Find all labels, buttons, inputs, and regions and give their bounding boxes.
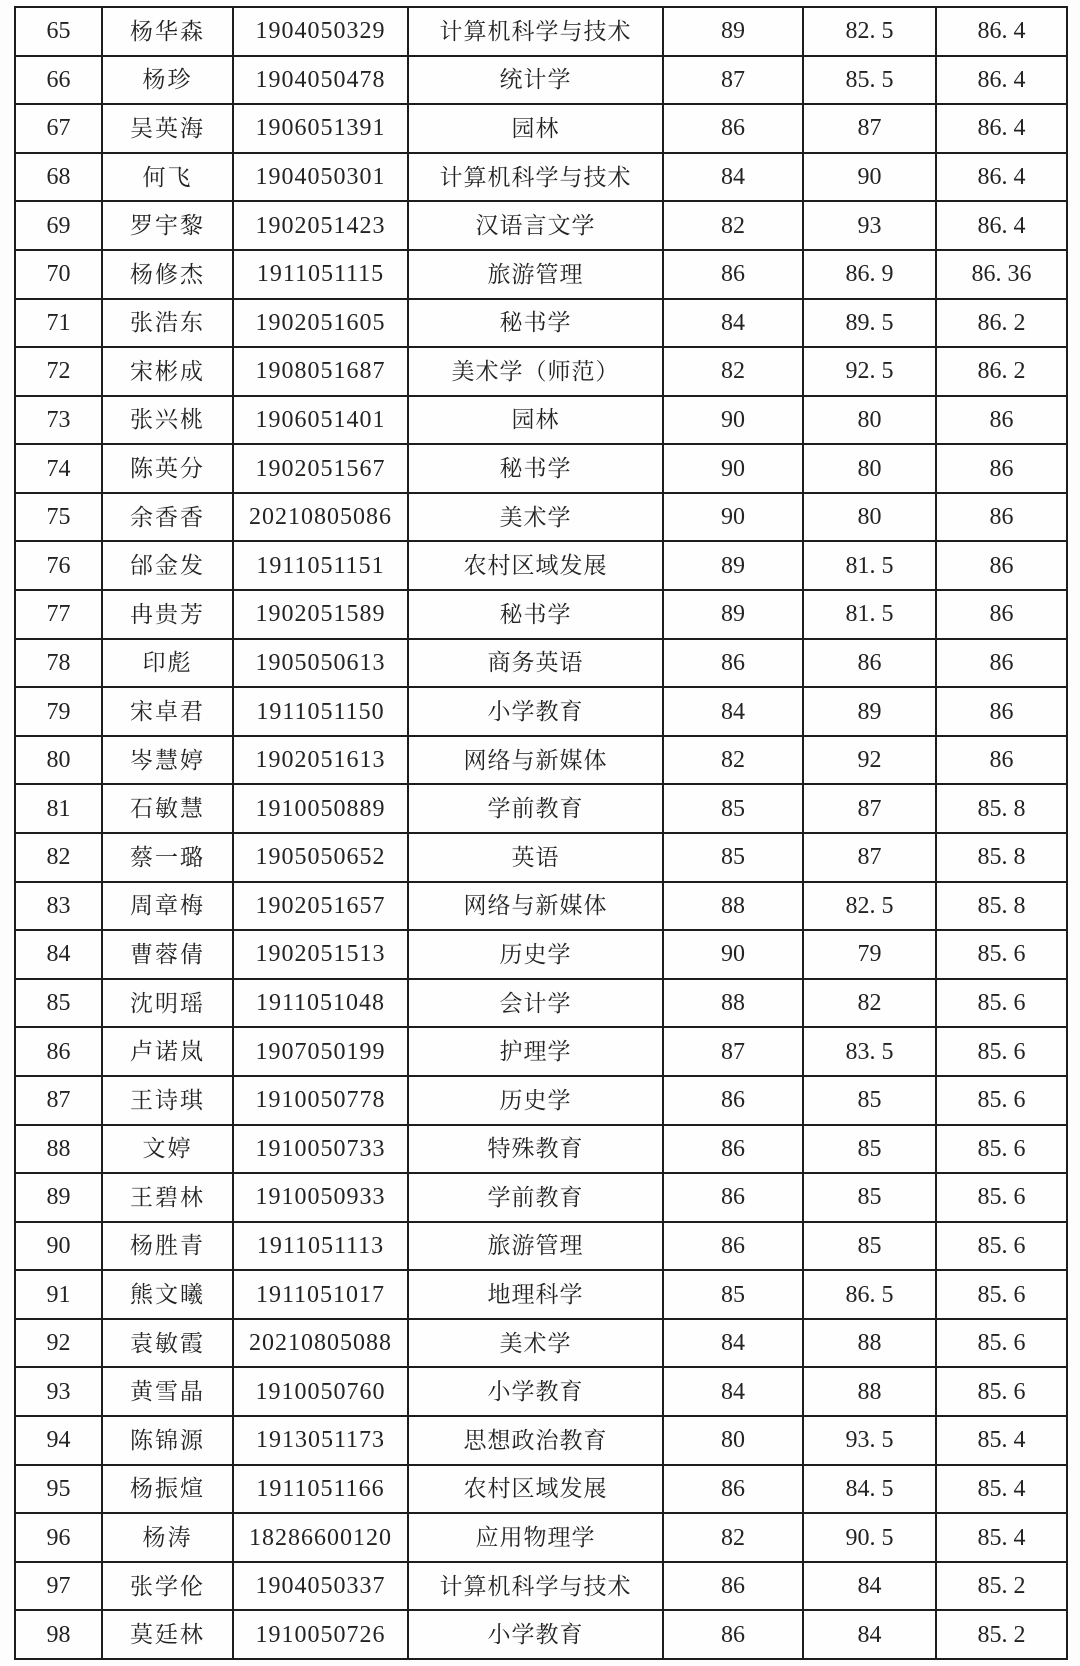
cell-rank: 70 (16, 251, 103, 300)
cell-name: 宋卓君 (103, 688, 234, 737)
cell-major: 秘书学 (409, 445, 664, 494)
cell-score1: 90 (664, 931, 804, 980)
cell-rank: 74 (16, 445, 103, 494)
cell-major: 历史学 (409, 1077, 664, 1126)
cell-score1: 89 (664, 591, 804, 640)
cell-rank: 94 (16, 1417, 103, 1466)
cell-name: 陈英分 (103, 445, 234, 494)
cell-score2: 87 (804, 834, 937, 883)
cell-rank: 69 (16, 202, 103, 251)
cell-name: 袁敏霞 (103, 1320, 234, 1369)
cell-score1: 88 (664, 980, 804, 1029)
cell-score2: 86 (804, 640, 937, 689)
cell-score2: 85 (804, 1126, 937, 1175)
cell-final: 85. 8 (937, 834, 1068, 883)
cell-name: 陈锦源 (103, 1417, 234, 1466)
cell-score1: 84 (664, 1368, 804, 1417)
cell-score2: 93. 5 (804, 1417, 937, 1466)
cell-score2: 82 (804, 980, 937, 1029)
cell-final: 85. 6 (937, 980, 1068, 1029)
cell-final: 85. 4 (937, 1417, 1068, 1466)
cell-final: 85. 6 (937, 1174, 1068, 1223)
cell-final: 86. 4 (937, 154, 1068, 203)
cell-major: 护理学 (409, 1028, 664, 1077)
cell-score1: 87 (664, 57, 804, 106)
cell-final: 86 (937, 737, 1068, 786)
cell-student_id: 1911051151 (234, 542, 409, 591)
cell-score2: 86. 5 (804, 1271, 937, 1320)
cell-final: 85. 6 (937, 1077, 1068, 1126)
cell-score1: 86 (664, 640, 804, 689)
score-table (14, 6, 1068, 1660)
cell-score1: 86 (664, 105, 804, 154)
cell-rank: 72 (16, 348, 103, 397)
cell-major: 计算机科学与技术 (409, 8, 664, 57)
cell-name: 张浩东 (103, 300, 234, 349)
cell-score1: 82 (664, 348, 804, 397)
cell-final: 86. 2 (937, 348, 1068, 397)
cell-name: 杨涛 (103, 1514, 234, 1563)
cell-name: 王碧林 (103, 1174, 234, 1223)
cell-rank: 71 (16, 300, 103, 349)
cell-score1: 84 (664, 688, 804, 737)
cell-student_id: 1911051150 (234, 688, 409, 737)
cell-final: 85. 6 (937, 931, 1068, 980)
cell-final: 86. 2 (937, 300, 1068, 349)
cell-student_id: 1902051513 (234, 931, 409, 980)
cell-score1: 82 (664, 737, 804, 786)
cell-student_id: 1902051613 (234, 737, 409, 786)
cell-name: 杨珍 (103, 57, 234, 106)
cell-final: 86 (937, 445, 1068, 494)
cell-student_id: 1911051115 (234, 251, 409, 300)
cell-score1: 86 (664, 1174, 804, 1223)
cell-score1: 88 (664, 883, 804, 932)
cell-major: 英语 (409, 834, 664, 883)
cell-rank: 89 (16, 1174, 103, 1223)
cell-score1: 85 (664, 834, 804, 883)
cell-score2: 90 (804, 154, 937, 203)
cell-major: 历史学 (409, 931, 664, 980)
cell-score2: 90. 5 (804, 1514, 937, 1563)
cell-score2: 86. 9 (804, 251, 937, 300)
cell-name: 岑慧婷 (103, 737, 234, 786)
cell-rank: 68 (16, 154, 103, 203)
cell-name: 何飞 (103, 154, 234, 203)
cell-student_id: 1905050652 (234, 834, 409, 883)
cell-student_id: 1910050889 (234, 785, 409, 834)
cell-final: 85. 8 (937, 883, 1068, 932)
cell-major: 园林 (409, 397, 664, 446)
cell-major: 应用物理学 (409, 1514, 664, 1563)
cell-rank: 98 (16, 1611, 103, 1660)
cell-major: 统计学 (409, 57, 664, 106)
cell-final: 86 (937, 591, 1068, 640)
cell-name: 蔡一璐 (103, 834, 234, 883)
cell-score1: 89 (664, 8, 804, 57)
cell-score2: 84 (804, 1611, 937, 1660)
cell-student_id: 1904050329 (234, 8, 409, 57)
cell-score2: 88 (804, 1320, 937, 1369)
cell-rank: 65 (16, 8, 103, 57)
cell-name: 王诗琪 (103, 1077, 234, 1126)
cell-major: 计算机科学与技术 (409, 1563, 664, 1612)
cell-score1: 86 (664, 1077, 804, 1126)
cell-score2: 92 (804, 737, 937, 786)
cell-score1: 86 (664, 1466, 804, 1515)
cell-score1: 80 (664, 1417, 804, 1466)
cell-student_id: 1904050478 (234, 57, 409, 106)
cell-score1: 82 (664, 202, 804, 251)
cell-name: 冉贵芳 (103, 591, 234, 640)
cell-rank: 96 (16, 1514, 103, 1563)
cell-score1: 84 (664, 154, 804, 203)
cell-score2: 84 (804, 1563, 937, 1612)
cell-final: 85. 4 (937, 1514, 1068, 1563)
cell-score2: 80 (804, 397, 937, 446)
cell-rank: 77 (16, 591, 103, 640)
cell-major: 旅游管理 (409, 1223, 664, 1272)
cell-student_id: 1910050733 (234, 1126, 409, 1175)
cell-final: 85. 4 (937, 1466, 1068, 1515)
cell-major: 商务英语 (409, 640, 664, 689)
cell-final: 85. 6 (937, 1368, 1068, 1417)
cell-rank: 83 (16, 883, 103, 932)
cell-score2: 89 (804, 688, 937, 737)
cell-major: 会计学 (409, 980, 664, 1029)
cell-final: 86. 4 (937, 8, 1068, 57)
cell-rank: 86 (16, 1028, 103, 1077)
cell-final: 85. 6 (937, 1320, 1068, 1369)
cell-score2: 93 (804, 202, 937, 251)
cell-student_id: 1902051423 (234, 202, 409, 251)
cell-name: 吴英海 (103, 105, 234, 154)
cell-rank: 82 (16, 834, 103, 883)
cell-score1: 90 (664, 445, 804, 494)
cell-student_id: 1902051657 (234, 883, 409, 932)
cell-name: 石敏慧 (103, 785, 234, 834)
cell-student_id: 1911051048 (234, 980, 409, 1029)
cell-score2: 92. 5 (804, 348, 937, 397)
cell-major: 思想政治教育 (409, 1417, 664, 1466)
cell-final: 86. 4 (937, 202, 1068, 251)
cell-student_id: 1902051589 (234, 591, 409, 640)
cell-major: 小学教育 (409, 1611, 664, 1660)
cell-final: 86 (937, 494, 1068, 543)
cell-major: 秘书学 (409, 300, 664, 349)
cell-name: 曹蓉倩 (103, 931, 234, 980)
cell-score2: 89. 5 (804, 300, 937, 349)
cell-rank: 67 (16, 105, 103, 154)
cell-rank: 91 (16, 1271, 103, 1320)
cell-score2: 87 (804, 105, 937, 154)
cell-student_id: 20210805086 (234, 494, 409, 543)
cell-student_id: 1910050778 (234, 1077, 409, 1126)
cell-student_id: 1905050613 (234, 640, 409, 689)
cell-name: 杨华森 (103, 8, 234, 57)
cell-student_id: 1911051113 (234, 1223, 409, 1272)
cell-major: 小学教育 (409, 688, 664, 737)
cell-student_id: 1910050933 (234, 1174, 409, 1223)
cell-final: 86 (937, 542, 1068, 591)
cell-score2: 85 (804, 1174, 937, 1223)
cell-score1: 86 (664, 1563, 804, 1612)
cell-final: 85. 2 (937, 1563, 1068, 1612)
cell-major: 特殊教育 (409, 1126, 664, 1175)
cell-score2: 85. 5 (804, 57, 937, 106)
cell-final: 85. 6 (937, 1126, 1068, 1175)
cell-rank: 79 (16, 688, 103, 737)
cell-score2: 84. 5 (804, 1466, 937, 1515)
cell-name: 熊文曦 (103, 1271, 234, 1320)
cell-score2: 82. 5 (804, 8, 937, 57)
cell-rank: 93 (16, 1368, 103, 1417)
cell-rank: 78 (16, 640, 103, 689)
cell-major: 小学教育 (409, 1368, 664, 1417)
cell-name: 卢诺岚 (103, 1028, 234, 1077)
cell-student_id: 1902051605 (234, 300, 409, 349)
cell-major: 旅游管理 (409, 251, 664, 300)
cell-score2: 81. 5 (804, 542, 937, 591)
cell-name: 黄雪晶 (103, 1368, 234, 1417)
cell-rank: 84 (16, 931, 103, 980)
cell-major: 农村区域发展 (409, 1466, 664, 1515)
cell-major: 网络与新媒体 (409, 737, 664, 786)
cell-student_id: 18286600120 (234, 1514, 409, 1563)
cell-final: 85. 6 (937, 1223, 1068, 1272)
cell-final: 86. 4 (937, 105, 1068, 154)
cell-name: 余香香 (103, 494, 234, 543)
cell-rank: 66 (16, 57, 103, 106)
cell-student_id: 1904050301 (234, 154, 409, 203)
cell-name: 周章梅 (103, 883, 234, 932)
cell-name: 邰金发 (103, 542, 234, 591)
cell-final: 86. 4 (937, 57, 1068, 106)
cell-final: 86 (937, 397, 1068, 446)
cell-score1: 84 (664, 300, 804, 349)
cell-score2: 85 (804, 1223, 937, 1272)
cell-score1: 84 (664, 1320, 804, 1369)
cell-rank: 87 (16, 1077, 103, 1126)
cell-student_id: 1904050337 (234, 1563, 409, 1612)
cell-rank: 85 (16, 980, 103, 1029)
cell-final: 85. 6 (937, 1028, 1068, 1077)
cell-major: 地理科学 (409, 1271, 664, 1320)
cell-final: 86 (937, 688, 1068, 737)
cell-major: 网络与新媒体 (409, 883, 664, 932)
cell-name: 文婷 (103, 1126, 234, 1175)
cell-major: 农村区域发展 (409, 542, 664, 591)
cell-rank: 80 (16, 737, 103, 786)
cell-final: 86 (937, 640, 1068, 689)
cell-major: 美术学 (409, 1320, 664, 1369)
cell-score1: 89 (664, 542, 804, 591)
cell-final: 85. 2 (937, 1611, 1068, 1660)
cell-major: 美术学（师范） (409, 348, 664, 397)
cell-rank: 76 (16, 542, 103, 591)
cell-rank: 95 (16, 1466, 103, 1515)
cell-final: 86. 36 (937, 251, 1068, 300)
cell-rank: 97 (16, 1563, 103, 1612)
cell-score2: 88 (804, 1368, 937, 1417)
cell-score1: 85 (664, 1271, 804, 1320)
cell-student_id: 1906051391 (234, 105, 409, 154)
cell-name: 张兴桃 (103, 397, 234, 446)
cell-final: 85. 8 (937, 785, 1068, 834)
cell-name: 杨胜青 (103, 1223, 234, 1272)
cell-name: 印彪 (103, 640, 234, 689)
cell-rank: 75 (16, 494, 103, 543)
cell-score2: 80 (804, 445, 937, 494)
cell-major: 秘书学 (409, 591, 664, 640)
cell-student_id: 1907050199 (234, 1028, 409, 1077)
cell-name: 杨修杰 (103, 251, 234, 300)
cell-rank: 90 (16, 1223, 103, 1272)
cell-student_id: 1910050726 (234, 1611, 409, 1660)
cell-rank: 92 (16, 1320, 103, 1369)
cell-score1: 86 (664, 1223, 804, 1272)
cell-name: 莫廷林 (103, 1611, 234, 1660)
cell-score1: 90 (664, 397, 804, 446)
cell-student_id: 1911051017 (234, 1271, 409, 1320)
cell-score2: 87 (804, 785, 937, 834)
cell-major: 园林 (409, 105, 664, 154)
cell-student_id: 1911051166 (234, 1466, 409, 1515)
cell-final: 85. 6 (937, 1271, 1068, 1320)
cell-student_id: 1910050760 (234, 1368, 409, 1417)
cell-score1: 87 (664, 1028, 804, 1077)
cell-score1: 82 (664, 1514, 804, 1563)
cell-major: 美术学 (409, 494, 664, 543)
cell-name: 张学伦 (103, 1563, 234, 1612)
cell-score2: 80 (804, 494, 937, 543)
cell-rank: 81 (16, 785, 103, 834)
cell-name: 杨振煊 (103, 1466, 234, 1515)
cell-score2: 85 (804, 1077, 937, 1126)
cell-student_id: 1913051173 (234, 1417, 409, 1466)
cell-score1: 86 (664, 1611, 804, 1660)
cell-student_id: 1906051401 (234, 397, 409, 446)
cell-major: 学前教育 (409, 785, 664, 834)
cell-rank: 88 (16, 1126, 103, 1175)
cell-score1: 90 (664, 494, 804, 543)
cell-major: 汉语言文学 (409, 202, 664, 251)
cell-name: 宋彬成 (103, 348, 234, 397)
cell-rank: 73 (16, 397, 103, 446)
cell-major: 计算机科学与技术 (409, 154, 664, 203)
cell-student_id: 20210805088 (234, 1320, 409, 1369)
cell-student_id: 1902051567 (234, 445, 409, 494)
cell-score2: 83. 5 (804, 1028, 937, 1077)
cell-score1: 86 (664, 1126, 804, 1175)
cell-score2: 79 (804, 931, 937, 980)
cell-score2: 81. 5 (804, 591, 937, 640)
cell-score1: 86 (664, 251, 804, 300)
cell-score2: 82. 5 (804, 883, 937, 932)
cell-student_id: 1908051687 (234, 348, 409, 397)
cell-score1: 85 (664, 785, 804, 834)
cell-major: 学前教育 (409, 1174, 664, 1223)
cell-name: 罗宇黎 (103, 202, 234, 251)
cell-name: 沈明瑶 (103, 980, 234, 1029)
